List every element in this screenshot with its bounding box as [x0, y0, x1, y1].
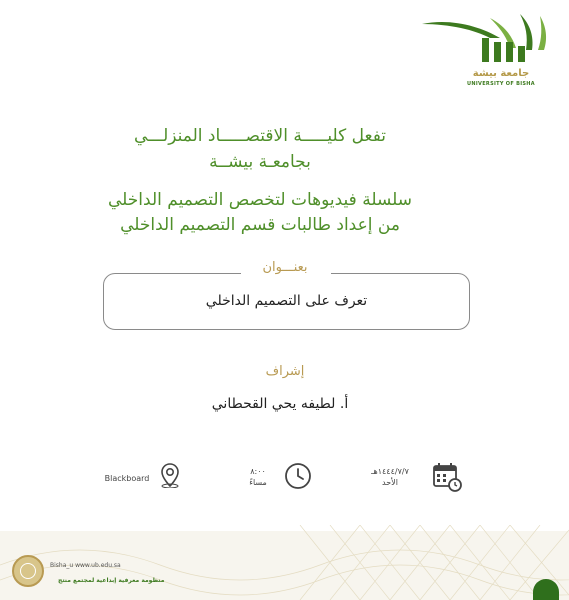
subject-label: بعنـــوان: [262, 260, 308, 275]
time-value: ٨:٠٠: [250, 467, 266, 476]
university-seal-icon: [12, 555, 44, 587]
headline-line-4: من إعداد طالبات قسم التصميم الداخلي: [120, 215, 400, 235]
time-text: [238, 466, 278, 488]
headline-line-2: بجامعـة بيشــة: [209, 152, 311, 172]
logo-mark-icon: [420, 12, 550, 68]
headline-line-1: تفعل كليـــــة الاقتصـــــاد المنزلـــي: [133, 126, 387, 146]
supervision-label: إشراف: [265, 364, 305, 379]
corner-dome-icon: [533, 579, 559, 600]
date-day: الأحد: [382, 478, 398, 487]
headline-line-3: سلسلة فيديوهات لتخصص التصميم الداخلي: [108, 190, 412, 210]
supervisor-name: أ. لطيفه يحي القحطاني: [211, 396, 349, 412]
calendar-icon: [432, 462, 462, 496]
location-pin-icon: [160, 462, 180, 492]
logo-name-english: UNIVERSITY OF BISHA: [467, 81, 535, 87]
logo-name-arabic: جامعة بيشة: [472, 68, 530, 79]
platform-text: Blackboard: [104, 474, 150, 483]
clock-icon: [284, 462, 312, 494]
subject-box: [103, 273, 470, 330]
date-text: [360, 466, 420, 488]
date-value: ١٤٤٤/٧/٧هـ: [371, 467, 409, 476]
university-logo: [414, 12, 554, 88]
subject-title: تعرف على التصميم الداخلي: [205, 293, 368, 309]
footer-contact: Bisha_u www.ub.edu.sa: [50, 562, 121, 569]
time-period: مساءً: [249, 478, 267, 487]
footer-slogan: منظومة معرفية إبداعية لمجتمع منتج: [58, 577, 165, 584]
footer: [0, 525, 569, 600]
